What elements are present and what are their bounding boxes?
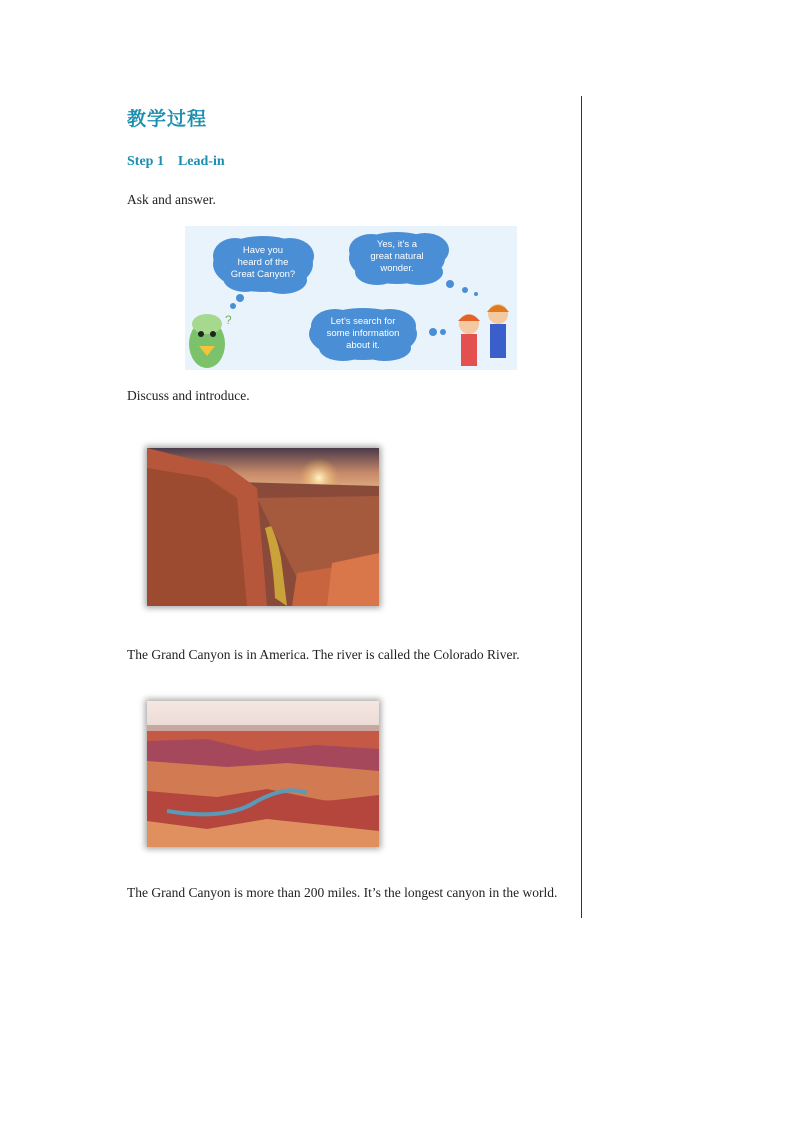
speech-bubble-3-text: Let’s search for some information about it. [326,316,400,351]
step-number: Step 1 [127,154,164,169]
svg-text:?: ? [225,313,232,327]
instruction-discuss: Discuss and introduce. [127,388,250,403]
fact-location: The Grand Canyon is in America. The river is called the Colorado River. [127,647,520,662]
margin-rule [581,96,582,918]
canyon-panorama-photo [147,701,379,847]
canyon-sunset-photo [147,448,379,606]
speech-bubble-1-text: Have you heard of the Great Canyon? [230,245,296,280]
step-heading [127,154,225,170]
instruction-ask-answer: Ask and answer. [127,192,216,207]
fact-length: The Grand Canyon is more than 200 miles. It’s the longest canyon in the world. [127,885,558,900]
section-title: 教学过程 [127,108,208,130]
speech-bubble-2-text: Yes, it’s a great natural wonder. [370,239,424,274]
step-name: Lead-in [177,154,225,169]
dialogue-illustration [185,226,517,370]
